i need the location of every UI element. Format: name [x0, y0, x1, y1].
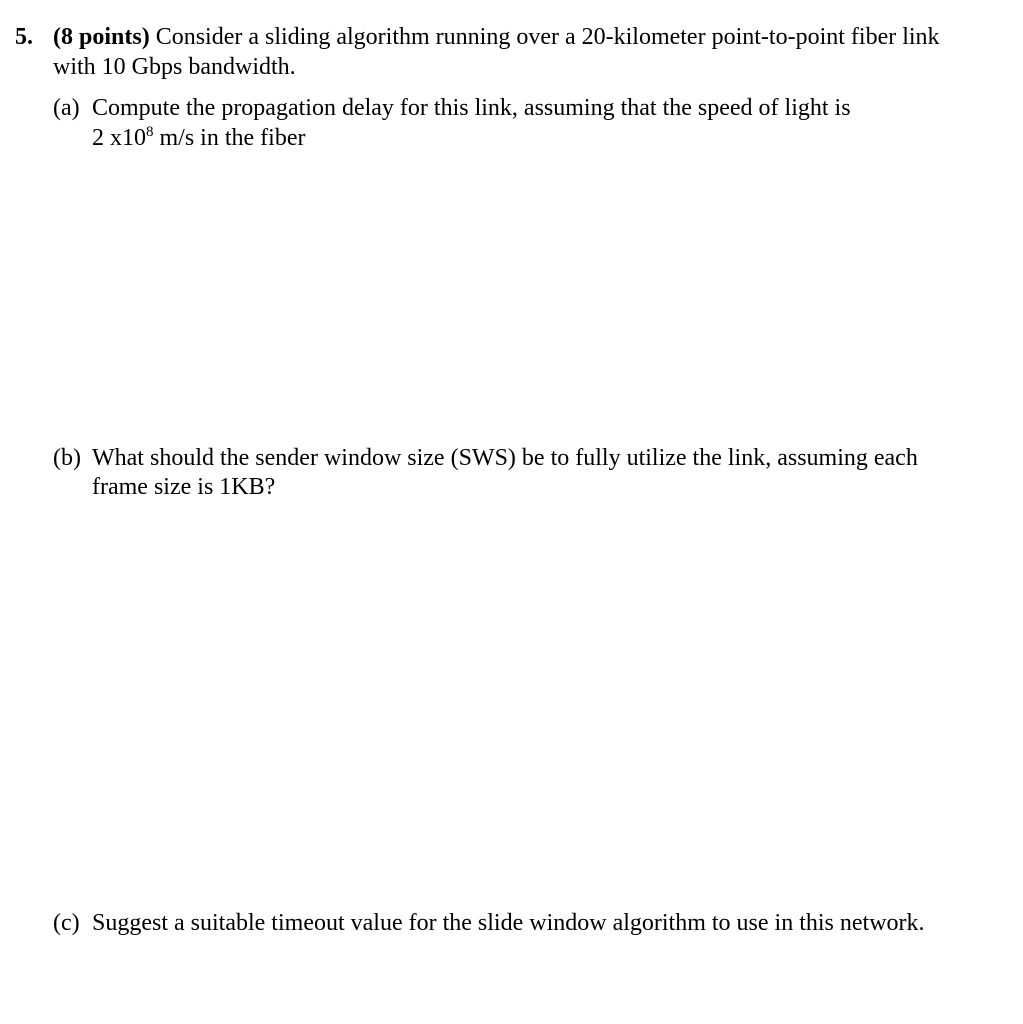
part-a-line-1: Compute the propagation delay for this link, assuming that the speed of light is — [92, 95, 851, 121]
part-b-label: (b) — [53, 445, 81, 471]
question-number: 5. — [15, 24, 33, 50]
part-c-line-1: Suggest a suitable timeout value for the slide window algorithm to use in this network. — [92, 910, 925, 936]
question-intro-text: Consider a sliding algorithm running over a 20-kilometer point-to-point fiber link — [155, 24, 940, 50]
part-c-label: (c) — [53, 910, 80, 936]
part-a-line-2 — [92, 124, 305, 153]
part-a-line-2-prefix: 2 x10 — [92, 125, 146, 151]
part-b-line-2: frame size is 1KB? — [92, 474, 276, 500]
part-a-exponent: 8 — [146, 124, 154, 140]
question-intro-line-1 — [53, 23, 940, 52]
question-points: (8 points) — [53, 24, 150, 50]
part-a-label: (a) — [53, 95, 80, 121]
part-a-line-2-suffix: m/s in the fiber — [153, 125, 306, 151]
part-b-line-1: What should the sender window size (SWS) be to fully utilize the link, assuming each — [92, 445, 918, 471]
question-intro-line-2: with 10 Gbps bandwidth. — [53, 54, 296, 80]
